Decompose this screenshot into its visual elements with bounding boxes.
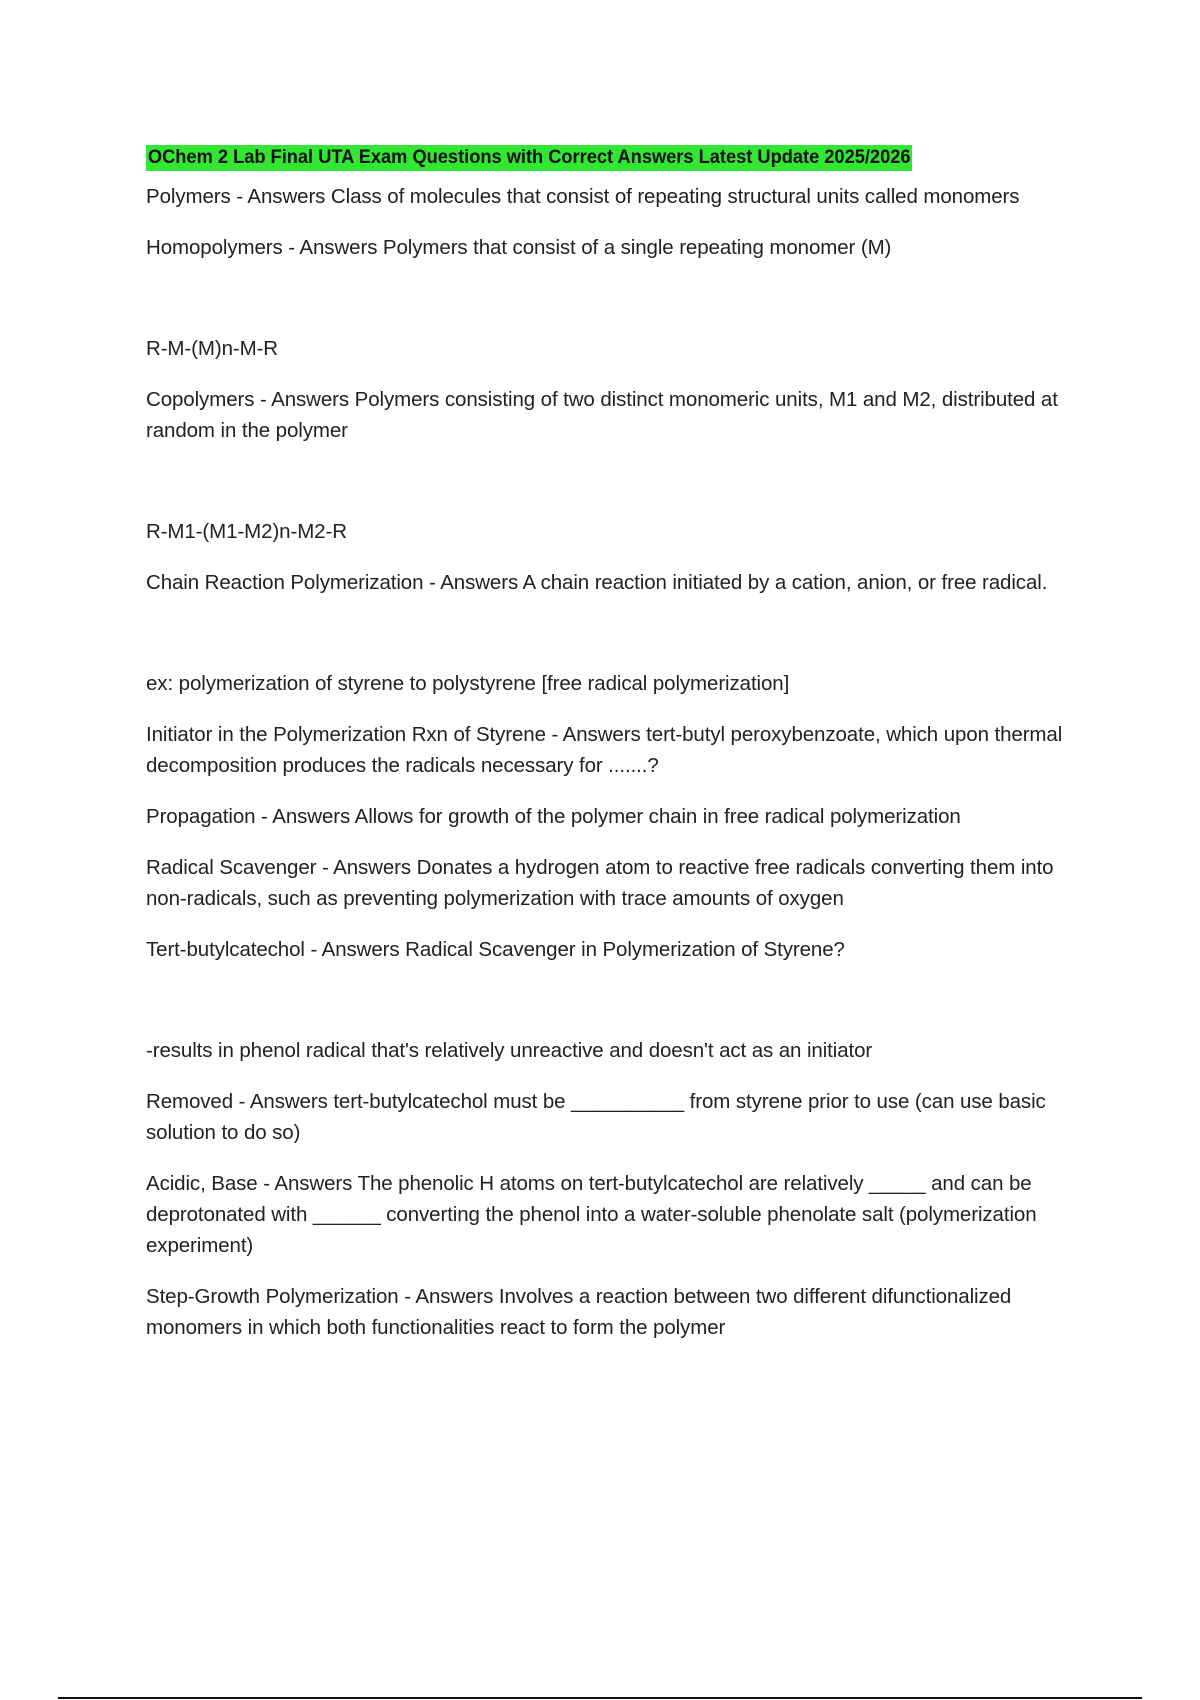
paragraph-tert-butylcatechol: Tert-butylcatechol - Answers Radical Scavenger in Polymerization of Styrene?	[146, 938, 845, 961]
paragraph-polymers: Polymers - Answers Class of molecules that consist of repeating structural units called monomers	[146, 185, 1020, 208]
document-page	[146, 145, 1076, 1363]
paragraph-copolymers: Copolymers - Answers Polymers consisting of two distinct monomeric units, M1 and M2, distributed at random in the polymer	[146, 388, 1058, 442]
paragraph-styrene-example: ex: polymerization of styrene to polystyrene [free radical polymerization]	[146, 672, 790, 695]
paragraph-step-growth: Step-Growth Polymerization - Answers Involves a reaction between two different difunctionalized monomers in which both functionalities react to form the polymer	[146, 1285, 1012, 1339]
paragraph-copolymer-formula: R-M1-(M1-M2)n-M2-R	[146, 520, 347, 543]
paragraph-phenol-radical: -results in phenol radical that's relatively unreactive and doesn't act as an initiator	[146, 1039, 873, 1062]
paragraph-chain-reaction: Chain Reaction Polymerization - Answers A chain reaction initiated by a cation, anion, or free radical.	[146, 571, 1048, 594]
document-title: OChem 2 Lab Final UTA Exam Questions with Correct Answers Latest Update 2025/2026	[146, 145, 912, 171]
paragraph-homopolymer-formula: R-M-(M)n-M-R	[146, 337, 279, 360]
paragraph-homopolymers: Homopolymers - Answers Polymers that consist of a single repeating monomer (M)	[146, 236, 892, 259]
page-bottom-rule	[58, 1697, 1142, 1699]
paragraph-radical-scavenger: Radical Scavenger - Answers Donates a hydrogen atom to reactive free radicals converting them into non-radicals, such as preventing polymerization with trace amounts of oxygen	[146, 856, 1054, 910]
paragraph-initiator: Initiator in the Polymerization Rxn of Styrene - Answers tert-butyl peroxybenzoate, which upon thermal decomposition produces the radicals necessary for .......?	[146, 723, 1063, 777]
paragraph-propagation: Propagation - Answers Allows for growth of the polymer chain in free radical polymerization	[146, 805, 961, 828]
paragraph-acidic-base: Acidic, Base - Answers The phenolic H atoms on tert-butylcatechol are relatively _____ and can be deprotonated with ______ converting the phenol into a water-soluble phenolate salt (polymerization experiment)	[146, 1172, 1037, 1257]
paragraph-removed: Removed - Answers tert-butylcatechol must be __________ from styrene prior to use (can use basic solution to do so)	[146, 1090, 1046, 1144]
